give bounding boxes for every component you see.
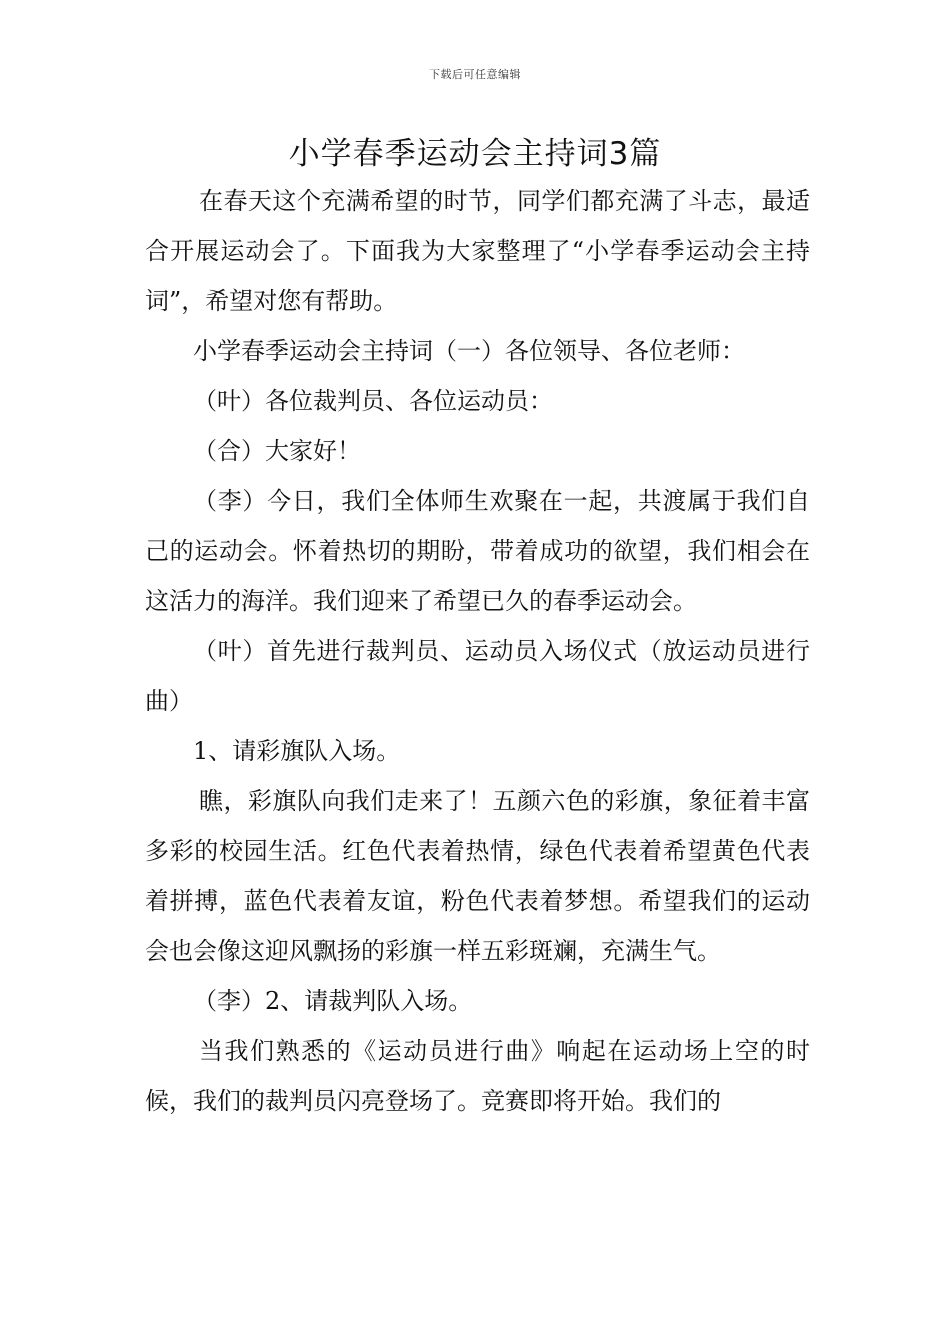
header-note: 下载后可任意编辑	[429, 68, 521, 81]
paragraph-ye-ceremony: （叶）首先进行裁判员、运动员入场仪式（放运动员进行曲）	[145, 637, 810, 715]
paragraph-greeting-together: （合）大家好！	[193, 437, 361, 465]
document-body	[145, 176, 810, 1126]
paragraph-referee-description: 当我们熟悉的《运动员进行曲》响起在运动场上空的时候，我们的裁判员闪亮登场了。竞赛即将开始。我们的	[145, 1037, 810, 1115]
paragraph-flag-team-description: 瞧，彩旗队向我们走来了！五颜六色的彩旗，象征着丰富多彩的校园生活。红色代表着热情，绿色代表着希望黄色代表着拼搏，蓝色代表着友谊，粉色代表着梦想。希望我们的运动会也会像这迎风飘扬的彩旗一样五彩斑斓，充满生气。	[145, 787, 810, 965]
paragraph-section-heading: 小学春季运动会主持词（一）各位领导、各位老师：	[193, 337, 745, 365]
document-title: 小学春季运动会主持词3篇	[288, 136, 662, 172]
paragraph-referee-call: （李）2、请裁判队入场。	[193, 987, 473, 1015]
paragraph-intro: 在春天这个充满希望的时节，同学们都充满了斗志，最适合开展运动会了。下面我为大家整理了“小学春季运动会主持词”，希望对您有帮助。	[145, 187, 810, 315]
paragraph-greeting-ye: （叶）各位裁判员、各位运动员：	[193, 387, 553, 415]
paragraph-li-opening: （李）今日，我们全体师生欢聚在一起，共渡属于我们自己的运动会。怀着热切的期盼，带着成功的欲望，我们相会在这活力的海洋。我们迎来了希望已久的春季运动会。	[145, 487, 810, 615]
paragraph-flag-team-call: 1、请彩旗队入场。	[193, 737, 401, 765]
